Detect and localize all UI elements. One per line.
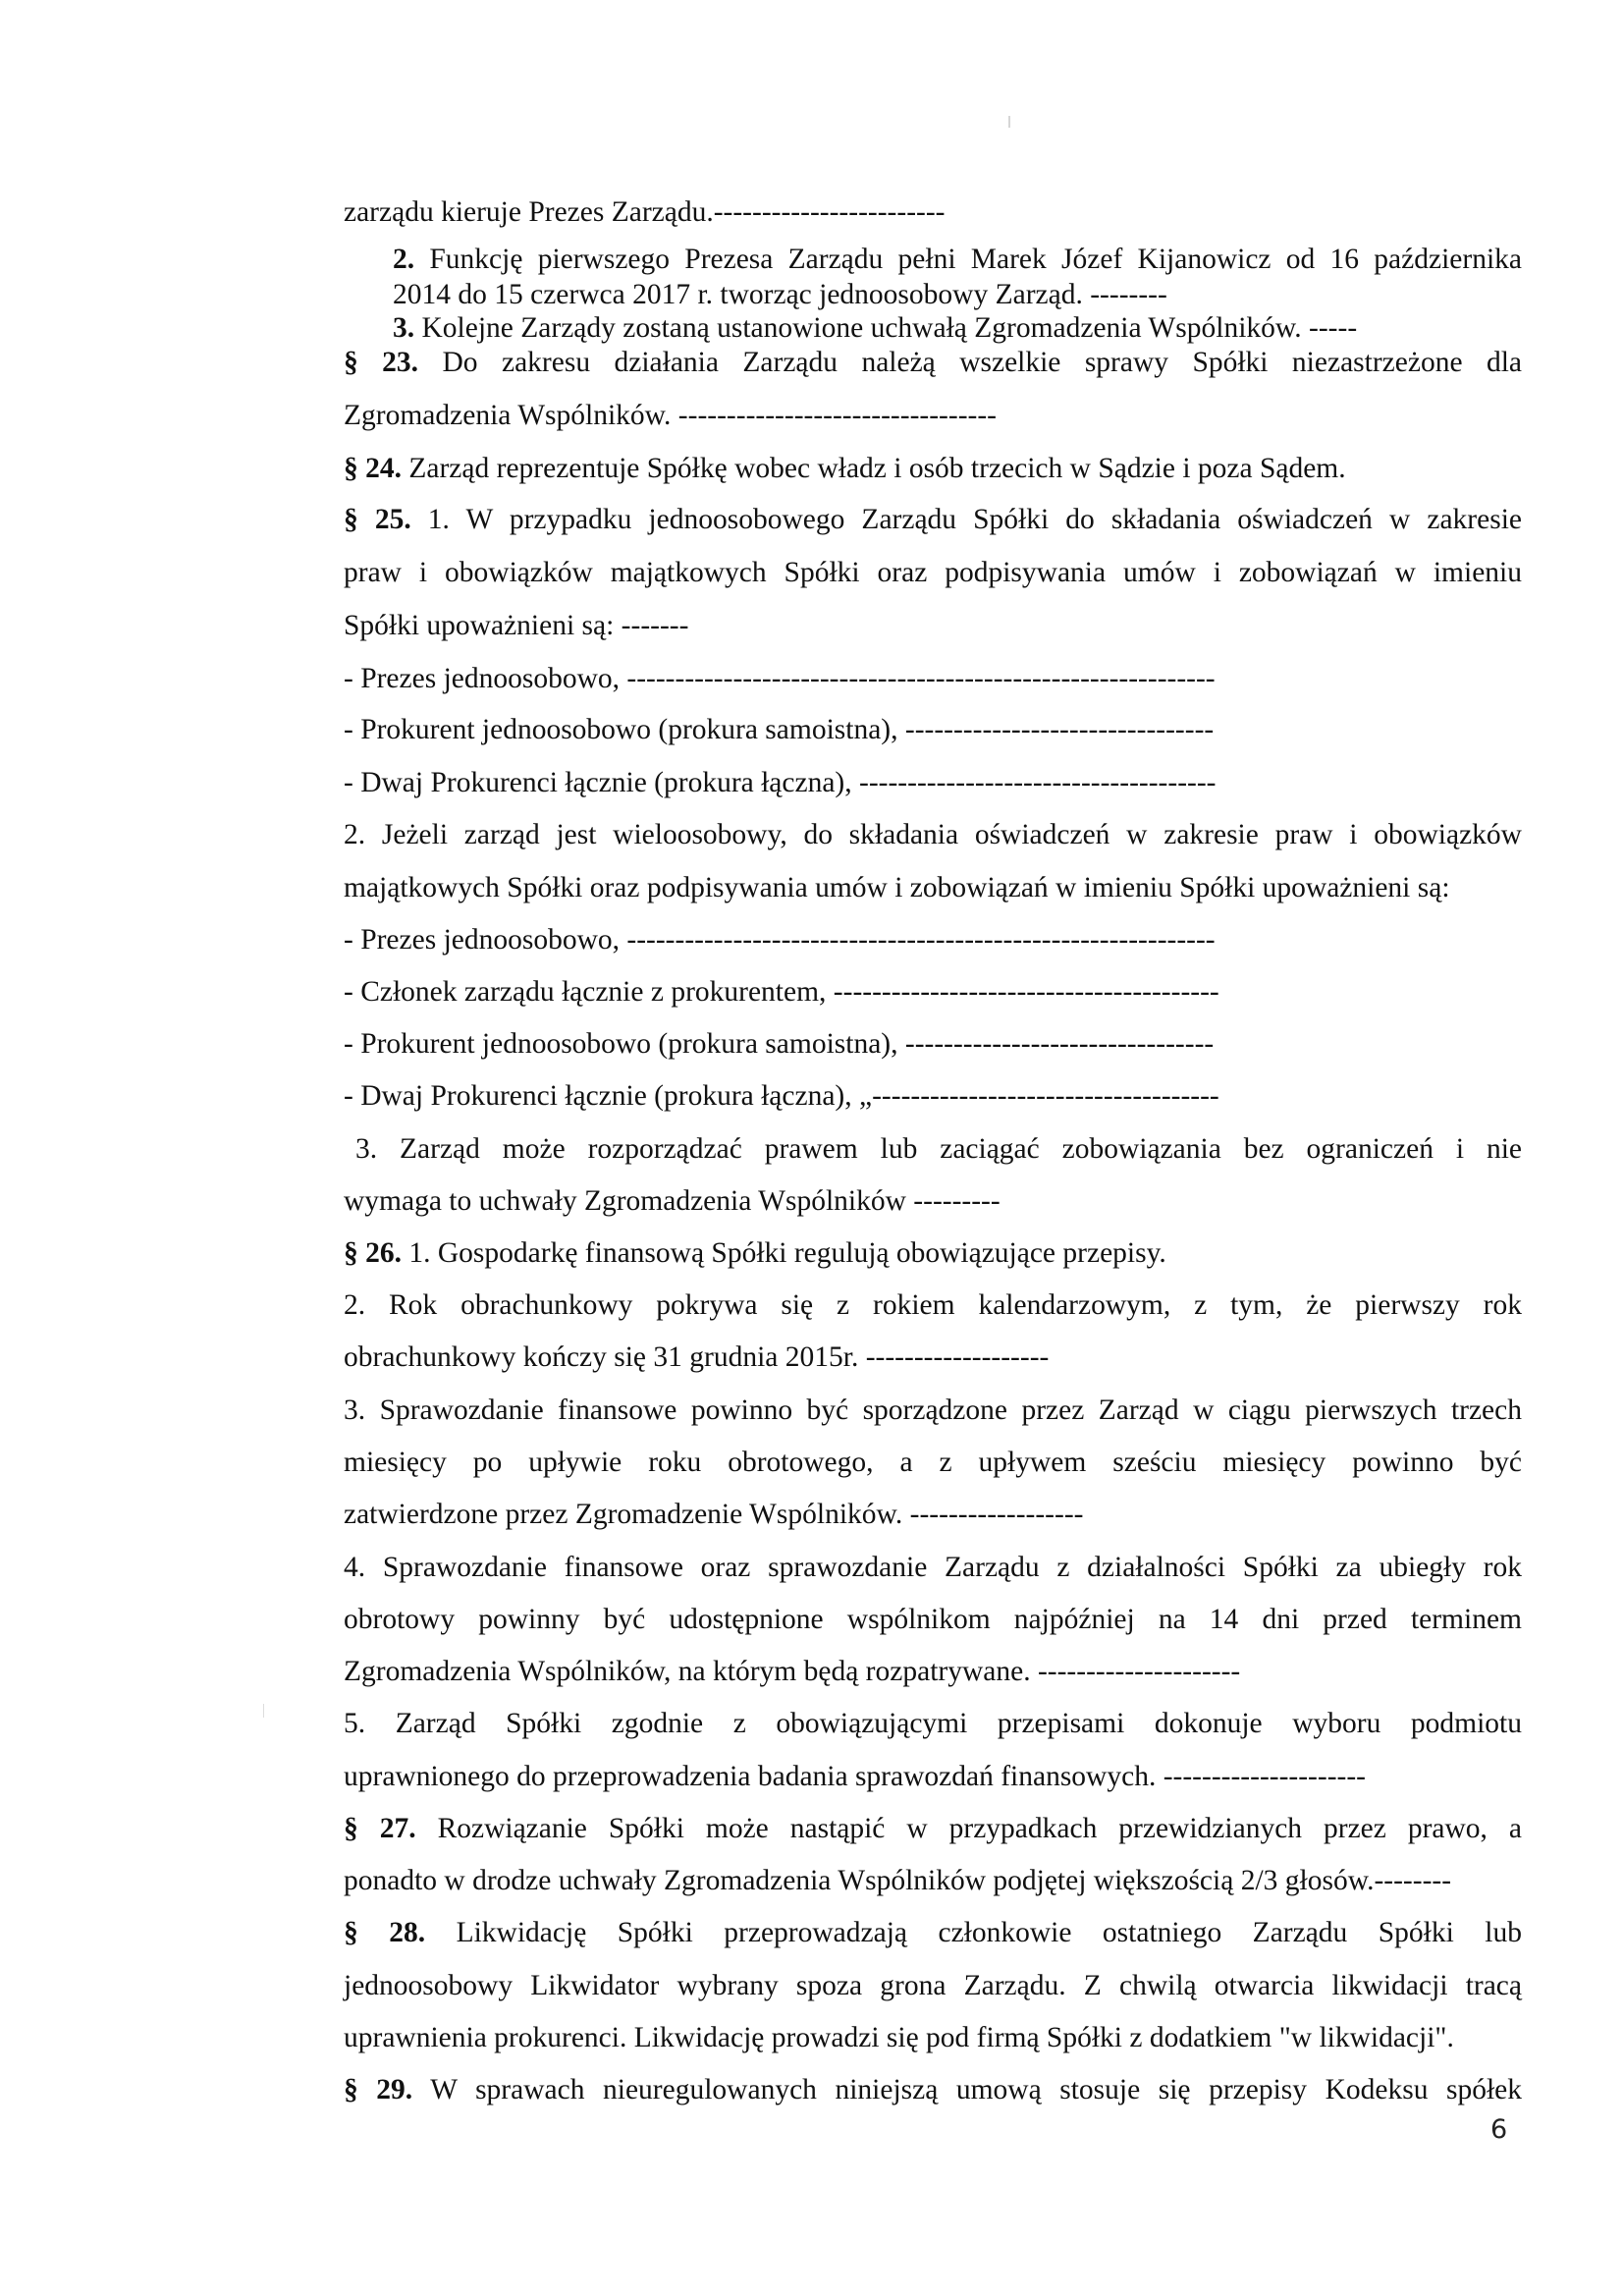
scan-speck bbox=[263, 1704, 264, 1718]
text-line: Zgromadzenia Wspólników. --------------------------------- bbox=[344, 400, 997, 431]
text-line: 3. Zarząd może rozporządzać prawem lub zaciągać zobowiązania bez ograniczeń i nie bbox=[355, 1133, 1522, 1165]
text-line: § 25. 1. W przypadku jednoosobowego Zarządu Spółki do składania oświadczeń w zakresie bbox=[344, 504, 1522, 535]
text-line: 3. Kolejne Zarządy zostaną ustanowione uchwałą Zgromadzenia Wspólników. ----- bbox=[393, 312, 1358, 344]
text-line: 2. Funkcję pierwszego Prezesa Zarządu pełni Marek Józef Kijanowicz od 16 października bbox=[393, 244, 1522, 275]
text-line: obrotowy powinny być udostępnione wspólnikom najpóźniej na 14 dni przed terminem bbox=[344, 1604, 1522, 1635]
text-line: 2014 do 15 czerwca 2017 r. tworząc jednoosobowy Zarząd. -------- bbox=[393, 279, 1167, 310]
text-line: zarządu kieruje Prezes Zarządu.------------------------ bbox=[344, 196, 946, 228]
list-item: - Dwaj Prokurenci łącznie (prokura łączna), „------------------------------------ bbox=[344, 1080, 1219, 1112]
text-line: zatwierdzone przez Zgromadzenie Wspólników. ------------------ bbox=[344, 1499, 1084, 1530]
text-line: Zgromadzenia Wspólników, na którym będą rozpatrywane. --------------------- bbox=[344, 1656, 1241, 1687]
list-item: - Dwaj Prokurenci łącznie (prokura łączna), ------------------------------------- bbox=[344, 767, 1217, 798]
text-line: 4. Sprawozdanie finansowe oraz sprawozdanie Zarządu z działalności Spółki za ubiegły rok bbox=[344, 1552, 1522, 1583]
text-line: uprawnienia prokurenci. Likwidację prowadzi się pod firmą Spółki z dodatkiem "w likwidacji". bbox=[344, 2022, 1454, 2053]
scan-speck bbox=[1008, 116, 1010, 128]
page-number: 6 bbox=[1490, 2114, 1508, 2145]
text-line: 2. Jeżeli zarząd jest wieloosobowy, do składania oświadczeń w zakresie praw i obowiązków bbox=[344, 819, 1522, 850]
text-line: wymaga to uchwały Zgromadzenia Wspólników --------- bbox=[344, 1185, 1001, 1217]
text-line: ponadto w drodze uchwały Zgromadzenia Wspólników podjętej większością 2/3 głosów.-------- bbox=[344, 1865, 1452, 1896]
list-item: - Prokurent jednoosobowo (prokura samoistna), -------------------------------- bbox=[344, 1028, 1215, 1060]
text-line: praw i obowiązków majątkowych Spółki oraz podpisywania umów i zobowiązań w imieniu bbox=[344, 557, 1522, 588]
list-item: - Prezes jednoosobowo, ------------------------------------------------------------- bbox=[344, 663, 1216, 694]
list-item: - Prokurent jednoosobowo (prokura samoistna), -------------------------------- bbox=[344, 714, 1215, 745]
text-line: § 23. Do zakresu działania Zarządu należą wszelkie sprawy Spółki niezastrzeżone dla bbox=[344, 347, 1523, 378]
text-line: 2. Rok obrachunkowy pokrywa się z rokiem kalendarzowym, z tym, że pierwszy rok bbox=[344, 1289, 1522, 1321]
text-line: § 24. Zarząd reprezentuje Spółkę wobec władz i osób trzecich w Sądzie i poza Sądem. bbox=[344, 453, 1346, 484]
text-line: miesięcy po upływie roku obrotowego, a z upływem sześciu miesięcy powinno być bbox=[344, 1447, 1522, 1478]
text-line: uprawnionego do przeprowadzenia badania sprawozdań finansowych. --------------------- bbox=[344, 1761, 1366, 1792]
list-item: - Prezes jednoosobowo, ------------------------------------------------------------- bbox=[344, 924, 1216, 956]
list-item: - Członek zarządu łącznie z prokurentem, ---------------------------------------- bbox=[344, 976, 1219, 1008]
text-line: § 28. Likwidację Spółki przeprowadzają członkowie ostatniego Zarządu Spółki lub bbox=[344, 1917, 1522, 1948]
text-line: Spółki upoważnieni są: ------- bbox=[344, 610, 689, 641]
text-line: obrachunkowy kończy się 31 grudnia 2015r. ------------------- bbox=[344, 1341, 1050, 1373]
text-line: 5. Zarząd Spółki zgodnie z obowiązującymi przepisami dokonuje wyboru podmiotu bbox=[344, 1708, 1522, 1739]
text-line: § 26. 1. Gospodarkę finansową Spółki regulują obowiązujące przepisy. bbox=[344, 1237, 1166, 1269]
text-line: jednoosobowy Likwidator wybrany spoza grona Zarządu. Z chwilą otwarcia likwidacji tracą bbox=[344, 1970, 1522, 2001]
text-line: § 29. W sprawach nieuregulowanych niniejszą umową stosuje się przepisy Kodeksu spółek bbox=[344, 2074, 1523, 2105]
text-line: § 27. Rozwiązanie Spółki może nastąpić w przypadkach przewidzianych przez prawo, a bbox=[344, 1813, 1522, 1844]
text-line: majątkowych Spółki oraz podpisywania umów i zobowiązań w imieniu Spółki upoważnieni są: bbox=[344, 872, 1450, 903]
text-line: 3. Sprawozdanie finansowe powinno być sporządzone przez Zarząd w ciągu pierwszych trzech bbox=[344, 1394, 1522, 1426]
